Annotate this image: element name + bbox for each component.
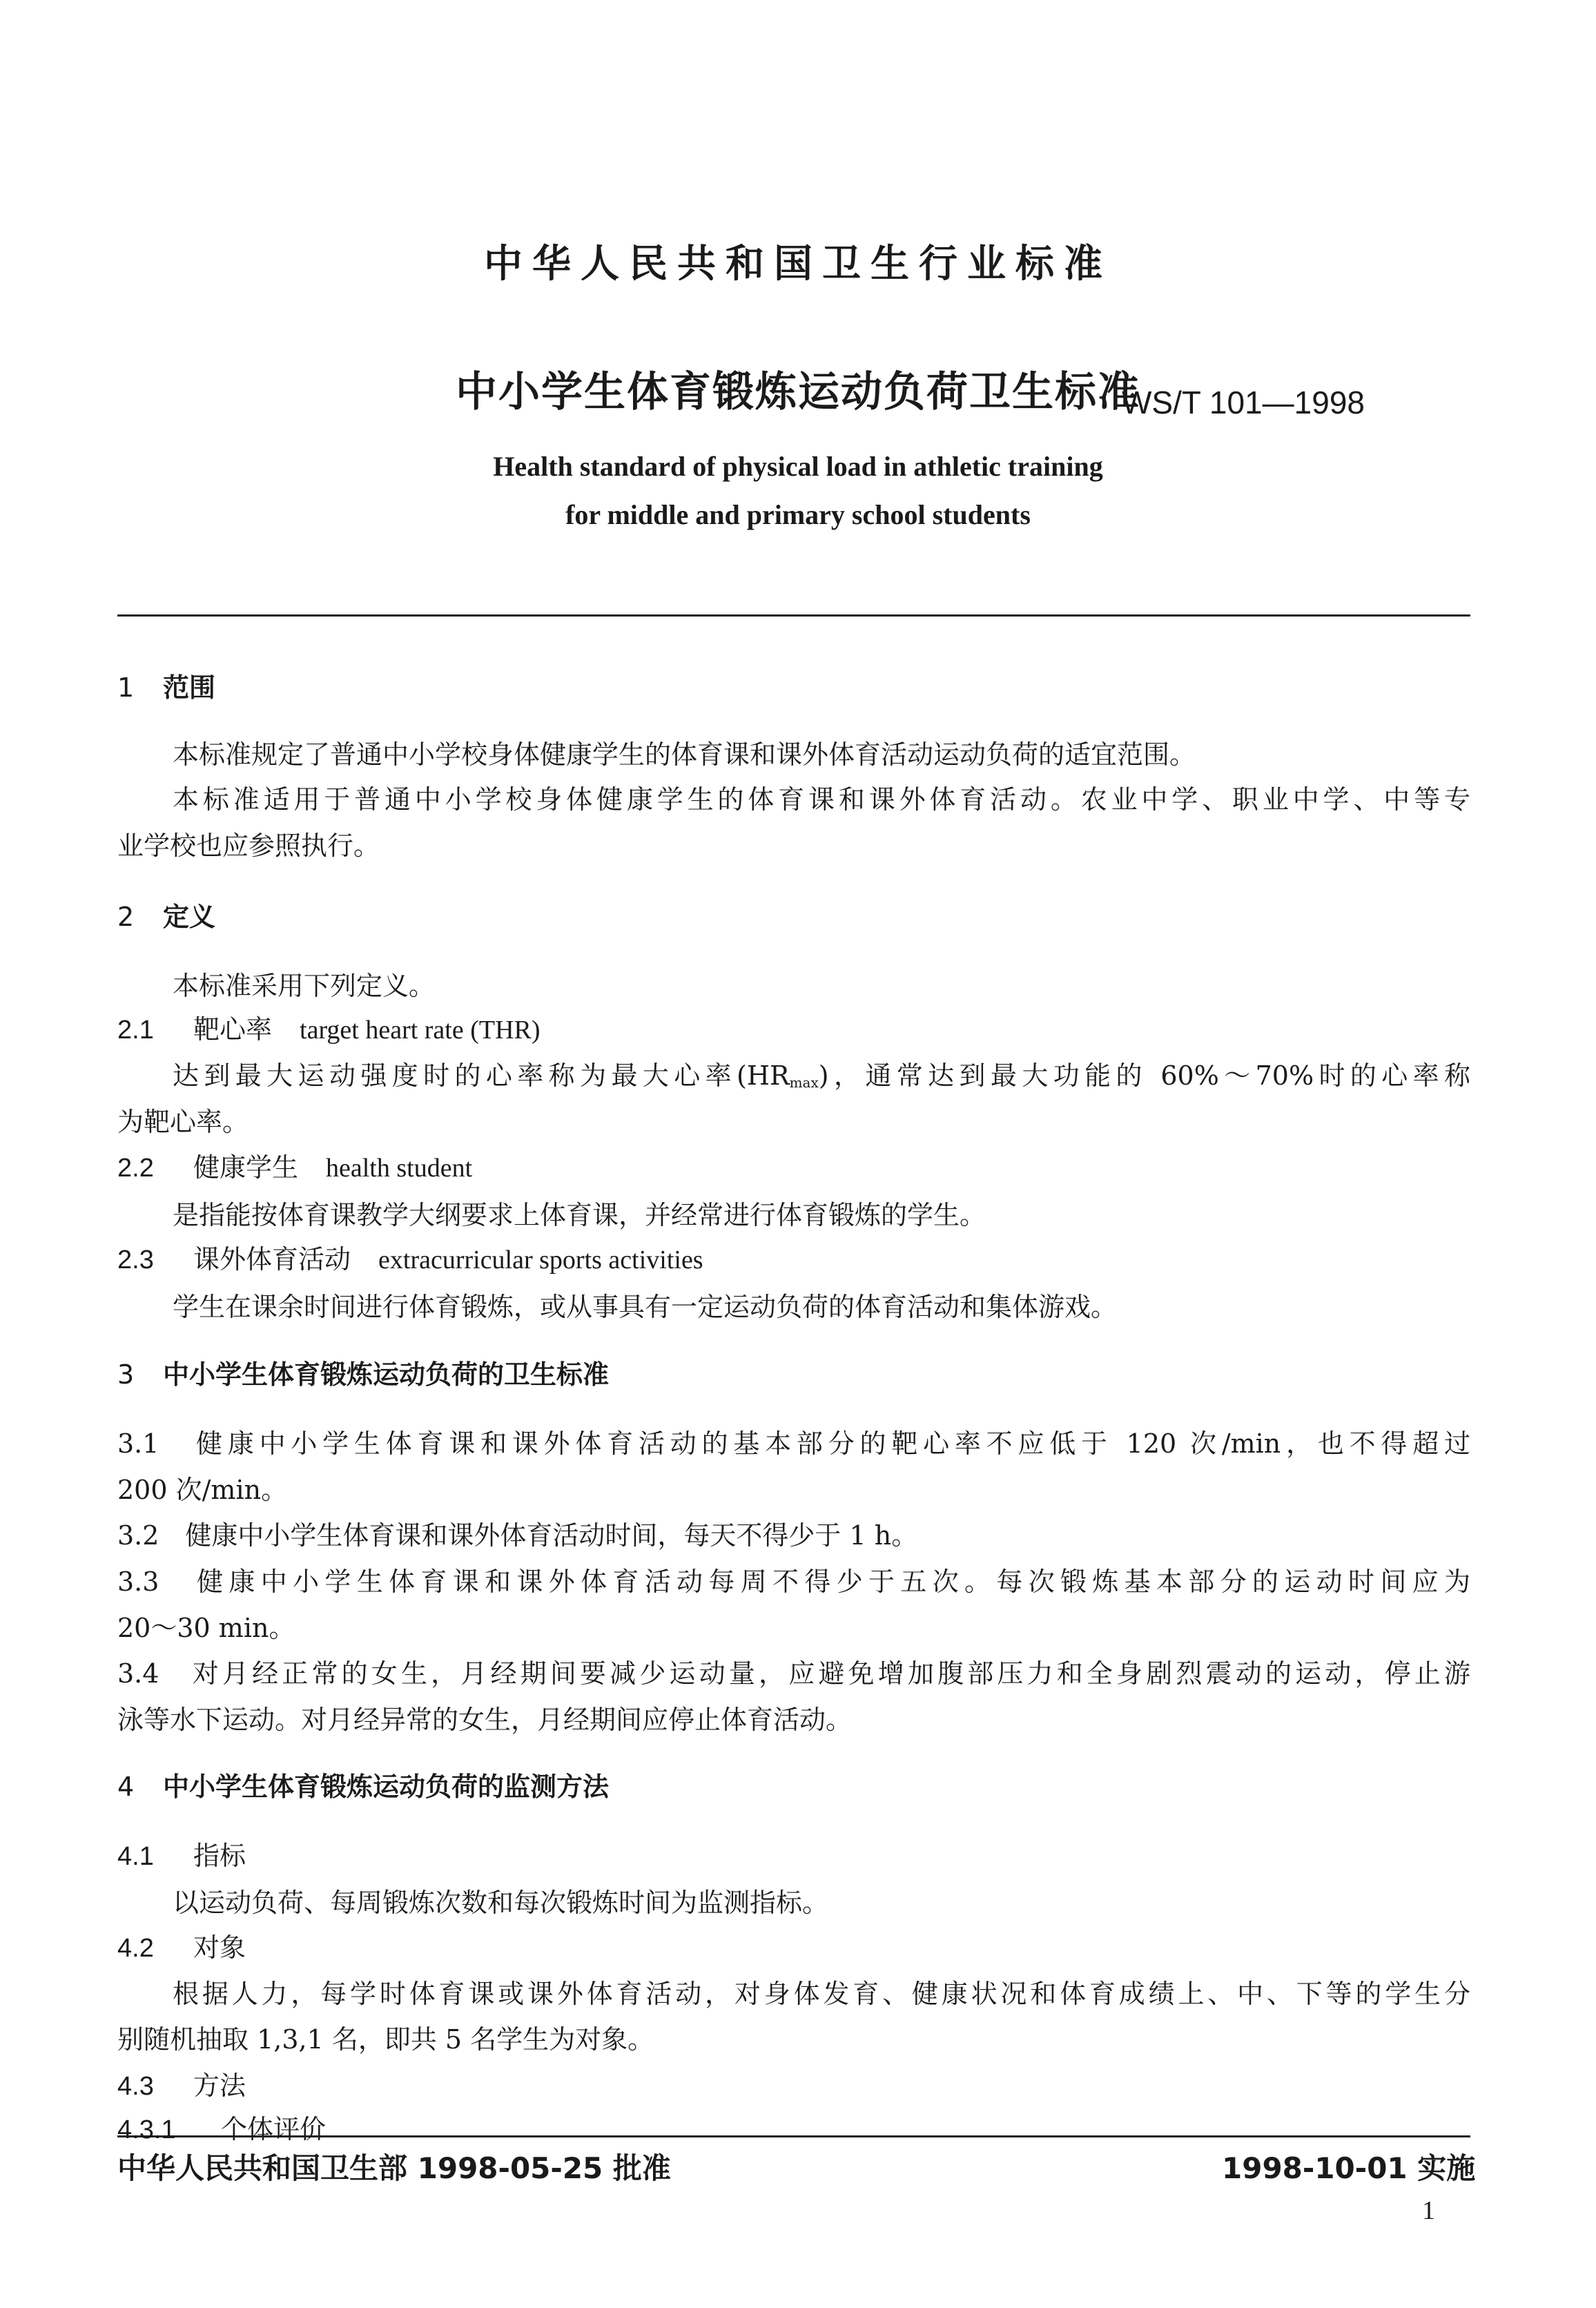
english-title-line-1: Health standard of physical load in athletic training — [493, 451, 1103, 482]
paragraph: 以运动负荷、每周锻炼次数和每次锻炼时间为监测指标。 — [173, 1888, 829, 1918]
paragraph: 本标准规定了普通中小学校身体健康学生的体育课和课外体育活动运动负荷的适宜范围。 — [173, 739, 1196, 770]
term: 健康学生 — [193, 1152, 299, 1183]
paragraph: 学生在课余时间进行体育锻炼，或从事具有一定运动负荷的体育活动和集体游戏。 — [173, 1292, 1118, 1322]
paragraph-line: 3.3 健康中小学生体育课和课外体育活动每周不得少于五次。每次锻炼基本部分的运动时间应为 — [117, 1567, 1470, 1597]
section-number: 2 — [117, 902, 135, 932]
section-title: 中小学生体育锻炼运动负荷的监测方法 — [163, 1772, 610, 1802]
section-title: 定义 — [163, 902, 216, 932]
english-title-line-2: for middle and primary school students — [565, 499, 1031, 530]
term: 课外体育活动 — [193, 1244, 351, 1274]
section-number: 4 — [117, 1772, 135, 1802]
term: 指标 — [193, 1841, 246, 1871]
clause-4-3 — [117, 2064, 246, 2102]
effective-date: 1998-10-01 实施 — [1222, 2151, 1476, 2185]
definition-2-3 — [117, 1238, 703, 1276]
clause-number: 2.1 — [117, 1016, 154, 1045]
term: 对象 — [193, 1932, 246, 1963]
section-4-heading — [117, 1765, 609, 1803]
definition-2-2 — [117, 1146, 472, 1184]
paragraph-line: 20～30 min。 — [117, 1613, 295, 1643]
page-number: 1 — [1422, 2196, 1435, 2225]
term: 方法 — [193, 2071, 246, 2101]
clause-4-1 — [117, 1834, 246, 1872]
paragraph-line: 200 次/min。 — [117, 1475, 288, 1505]
clause-number: 2.2 — [117, 1154, 154, 1183]
paragraph-line: 3.4 对月经正常的女生，月经期间要减少运动量，应避免增加腹部压力和全身剧烈震动的运动，停止游 — [117, 1658, 1470, 1689]
section-1-heading — [117, 666, 215, 704]
term-english: target heart rate (THR) — [300, 1016, 541, 1045]
paragraph-line: 3.2 健康中小学生体育课和课外体育活动时间，每天不得少于 1 h。 — [117, 1520, 918, 1551]
paragraph: 是指能按体育课教学大纲要求上体育课，并经常进行体育锻炼的学生。 — [173, 1200, 986, 1230]
approval-line: 中华人民共和国卫生部 1998-05-25 批准 — [117, 2151, 671, 2185]
paragraph-line — [173, 1054, 1470, 1092]
text: )，通常达到最大功能的 60%～70%时的心率称 — [818, 1060, 1470, 1091]
text: 达到最大运动强度时的心率称为最大心率(HR — [173, 1060, 790, 1091]
clause-number: 4.1 — [117, 1842, 154, 1871]
definition-2-1 — [117, 1008, 541, 1046]
header-rule — [117, 614, 1470, 617]
clause-number: 4.3 — [117, 2072, 154, 2101]
paragraph-line: 别随机抽取 1,3,1 名，即共 5 名学生为对象。 — [117, 2024, 654, 2055]
paragraph-line: 为靶心率。 — [117, 1107, 249, 1137]
clause-4-3-1 — [117, 2108, 326, 2146]
clause-4-2 — [117, 1926, 246, 1964]
standard-code: WS/T 101—1998 — [1122, 385, 1365, 420]
section-number: 1 — [117, 672, 135, 703]
term-english: health student — [326, 1154, 473, 1183]
clause-number: 4.2 — [117, 1934, 154, 1963]
paragraph-line: 3.1 健康中小学生体育课和课外体育活动的基本部分的靶心率不应低于 120 次/min，也不得超过 — [117, 1428, 1470, 1459]
footer-rule — [117, 2135, 1470, 2137]
paragraph: 本标准采用下列定义。 — [173, 971, 436, 1001]
clause-number: 2.3 — [117, 1245, 154, 1274]
paragraph-line: 本标准适用于普通中小学校身体健康学生的体育课和课外体育活动。农业中学、职业中学、中等专 — [173, 784, 1470, 815]
clause-number: 4.3.1 — [117, 2115, 176, 2144]
issuing-authority: 中华人民共和国卫生行业标准 — [484, 242, 1112, 287]
section-2-heading — [117, 895, 215, 933]
term: 个体评价 — [221, 2114, 327, 2144]
section-3-heading — [117, 1353, 609, 1391]
document-title: 中小学生体育锻炼运动负荷卫生标准 — [456, 368, 1140, 416]
paragraph-line: 业学校也应参照执行。 — [117, 831, 380, 861]
section-title: 范围 — [163, 672, 216, 703]
term: 靶心率 — [193, 1014, 273, 1045]
paragraph-line: 泳等水下运动。对月经异常的女生，月经期间应停止体育活动。 — [117, 1705, 853, 1735]
paragraph-line: 根据人力，每学时体育课或课外体育活动，对身体发育、健康状况和体育成绩上、中、下等的学生分 — [173, 1979, 1470, 2009]
section-title: 中小学生体育锻炼运动负荷的卫生标准 — [163, 1359, 610, 1390]
term-english: extracurricular sports activities — [378, 1245, 703, 1274]
subscript: max — [789, 1074, 819, 1091]
section-number: 3 — [117, 1359, 135, 1390]
